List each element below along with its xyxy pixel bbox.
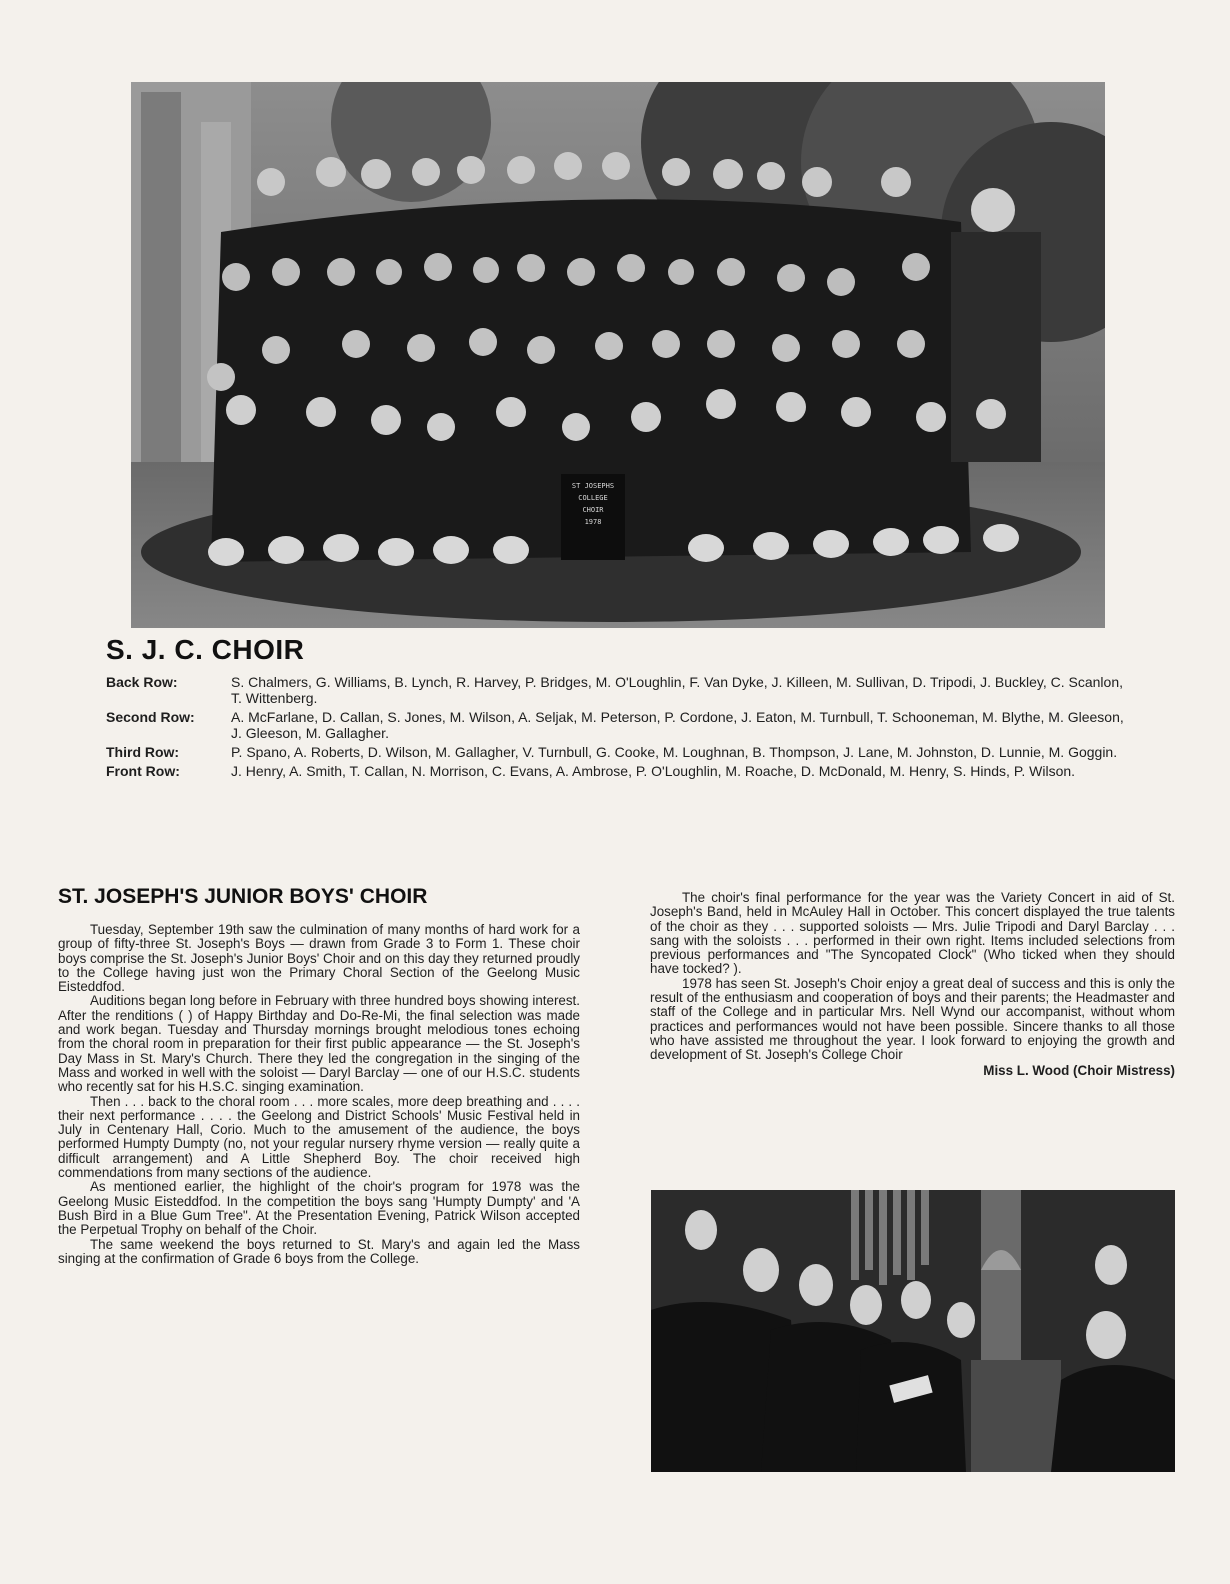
choir-title: S. J. C. CHOIR xyxy=(106,634,305,665)
choir-concert-photo xyxy=(651,1190,1175,1472)
article-paragraph: The same weekend the boys returned to St. Mary's and again led the Mass singing at the confirmation of Grade 6 boys from the College. xyxy=(58,1236,580,1266)
choir-row-front xyxy=(106,763,1136,779)
article-paragraph: Then . . . back to the choral room . . . more scales, more deep breathing and . . . . their next performance . . . . the Geelong and District Schools' Music Festival held in July in Centenary Hall, Corio. Much to the amusement of the audience, the boys performed Humpty Dumpty (no, not your regular nursery rhyme version — really quite a difficult arrangement) and A Little Shepherd Boy. The choir received high commendations from many sections of the audience. xyxy=(58,1093,580,1181)
choir-row-back xyxy=(106,674,1136,706)
article-paragraph: As mentioned earlier, the highlight of the choir's program for 1978 was the Geelong Music Eisteddfod. In the competition the boys sang 'Humpty Dumpty' and 'A Bush Bird in a Blue Gum Tree". At the Presentation Evening, Patrick Wilson accepted the Perpetual Trophy on behalf of the Choir. xyxy=(58,1179,580,1238)
article-right-column xyxy=(650,891,1175,1078)
article-paragraph: The choir's final performance for the year was the Variety Concert in aid of St. Joseph's Band, held in McAuley Hall in October. This concert displayed the true talents of the choir as they . . . supported soloists — Mrs. Julie Tripodi and Daryl Barclay . . . sang with the soloists . . . performed in their own right. Items included selections from previous performances and "The Syncopated Clock" (Who ticked when they should have tocked? ). xyxy=(650,890,1175,977)
row-names: S. Chalmers, G. Williams, B. Lynch, R. Harvey, P. Bridges, M. O'Loughlin, F. Van Dyke, J. Killeen, M. Sullivan, D. Tripodi, J. Buckley, C. Scanlon, T. Wittenberg. xyxy=(231,674,1123,706)
row-names: J. Henry, A. Smith, T. Callan, N. Morrison, C. Evans, A. Ambrose, P. O'Loughlin, M. Roache, D. McDonald, M. Henry, S. Hinds, P. Wilson. xyxy=(231,763,1076,779)
choir-row-third xyxy=(106,744,1136,760)
article-paragraph: 1978 has seen St. Joseph's Choir enjoy a great deal of success and this is only the result of the enthusiasm and cooperation of boys and their parents; the Headmaster and staff of the College and in particular Mrs. Nell Wynd our accompanist, without whom practices and performances would not have been possible. Sincere thanks to all those who have assisted me throughout the year. I look forward to enjoying the growth and development of St. Joseph's College Choir xyxy=(650,975,1175,1063)
article-signature: Miss L. Wood (Choir Mistress) xyxy=(983,1062,1175,1078)
row-names: A. McFarlane, D. Callan, S. Jones, M. Wilson, A. Seljak, M. Peterson, P. Cordone, J. Eaton, M. Turnbull, T. Schooneman, M. Blythe, M. Gleeson, J. Gleeson, M. Gallagher. xyxy=(231,709,1124,741)
row-label: Front Row: xyxy=(106,763,180,779)
article-paragraph: Auditions began long before in February with three hundred boys showing interest. After the renditions ( ) of Happy Birthday and Do-Re-Mi, the final selection was made and work began. Tuesday and Thursday mornings brought melodious tones echoing from the choral room in preparation for their first public appearance — the St. Joseph's Day Mass in St. Mary's Church. There they led the congregation in the singing of the Mass and worked in well with the soloist — Daryl Barclay — one of our H.S.C. students who recently sat for his H.S.C. singing examination. xyxy=(58,993,580,1095)
choir-group-photo xyxy=(131,82,1105,628)
article-left-column xyxy=(58,923,580,1266)
choir-banner xyxy=(561,480,625,528)
banner-line: ST JOSEPHS xyxy=(571,482,615,490)
choir-rows xyxy=(106,674,1136,782)
row-label: Second Row: xyxy=(106,709,195,725)
article-title: ST. JOSEPH'S JUNIOR BOYS' CHOIR xyxy=(58,885,428,908)
banner-line: 1978 xyxy=(584,518,602,526)
choir-row-second xyxy=(106,709,1136,741)
banner-line: CHOIR xyxy=(582,506,604,514)
banner-line: COLLEGE xyxy=(578,494,608,502)
row-label: Back Row: xyxy=(106,674,178,690)
article-paragraph: Tuesday, September 19th saw the culmination of many months of hard work for a group of fifty-three St. Joseph's Boys — drawn from Grade 3 to Form 1. These choir boys comprise the St. Joseph's Junior Boys' Choir and on this day they returned proudly to the College having just won the Primary Choral Section of the Geelong Music Eisteddfod. xyxy=(58,922,580,995)
row-names: P. Spano, A. Roberts, D. Wilson, M. Gallagher, V. Turnbull, G. Cooke, M. Loughnan, B. Thompson, J. Lane, M. Johnston, D. Lunnie, M. Goggin. xyxy=(231,744,1118,760)
row-label: Third Row: xyxy=(106,744,180,760)
